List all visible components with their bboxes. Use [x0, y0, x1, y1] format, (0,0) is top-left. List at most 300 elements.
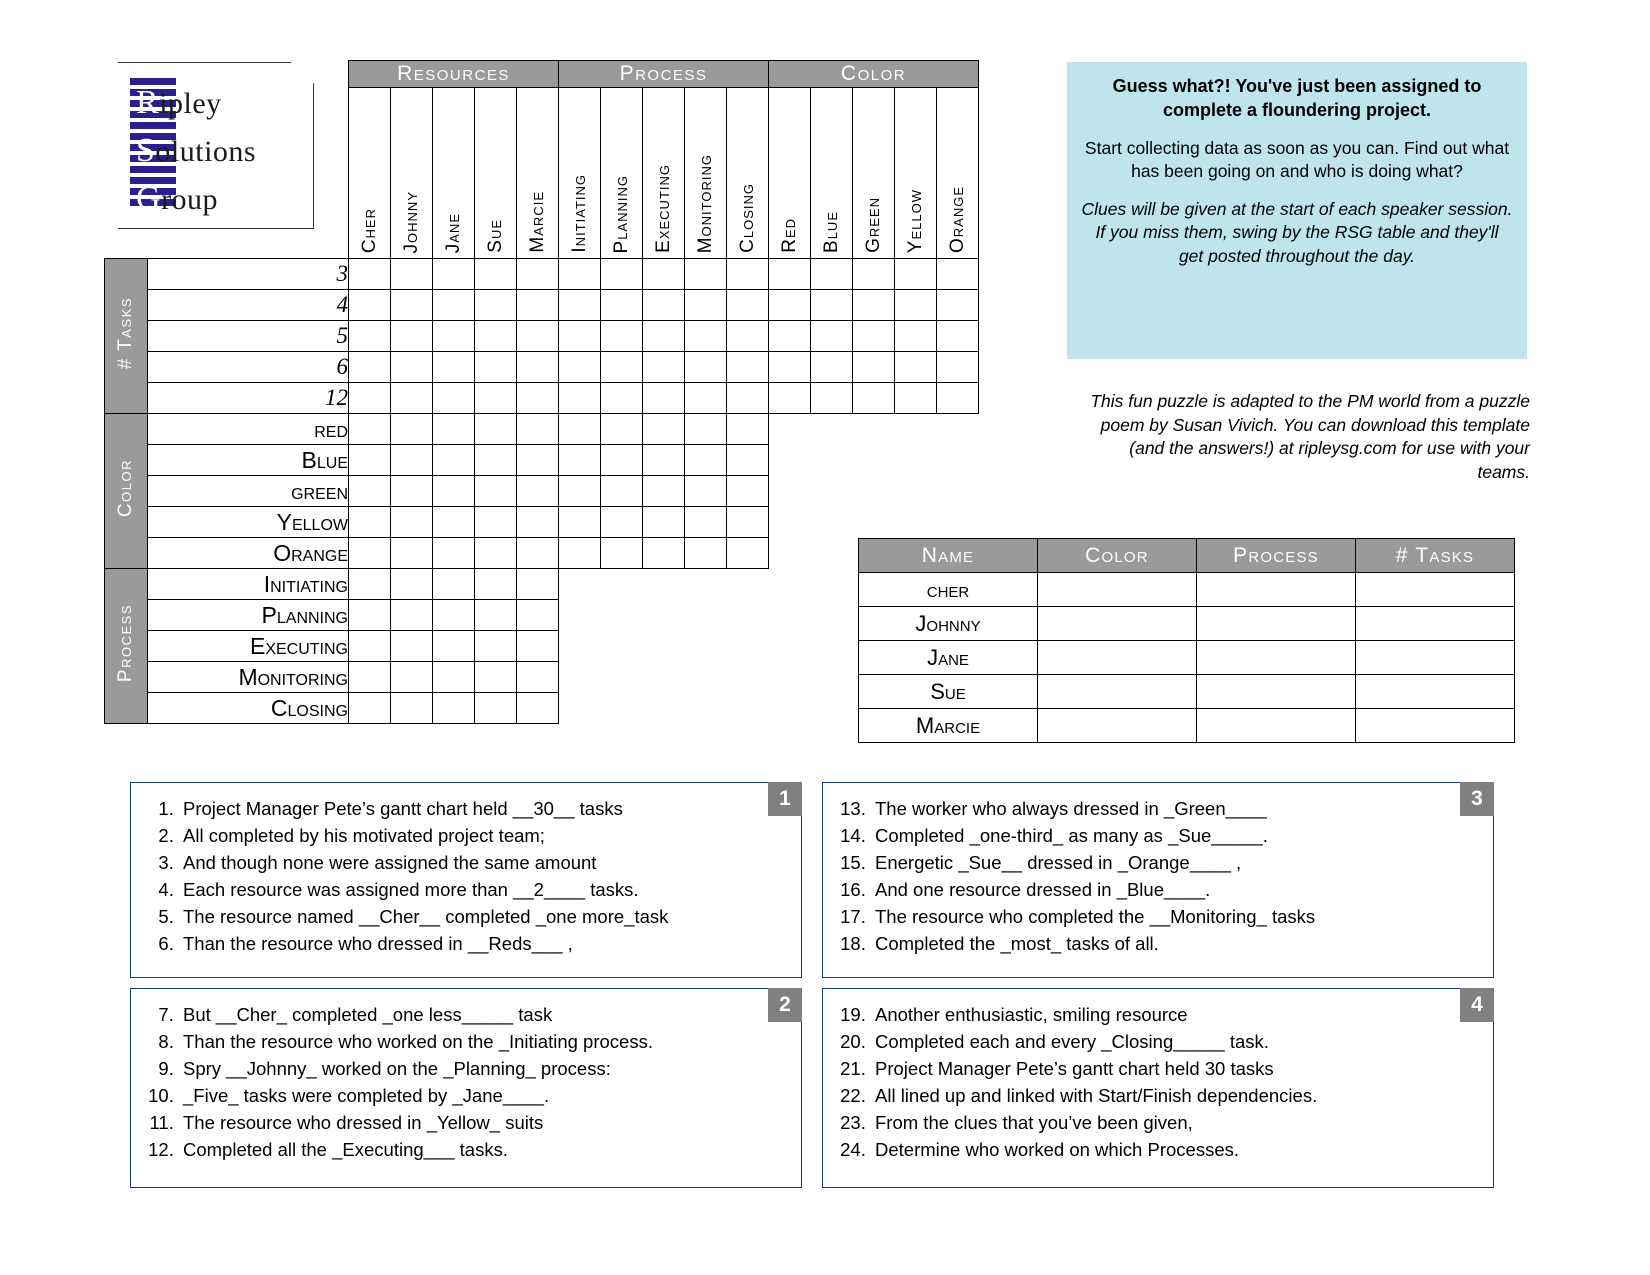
grid-cell[interactable] [811, 321, 853, 352]
grid-col-planning [601, 88, 643, 259]
grid-cell[interactable] [433, 507, 475, 538]
clue-box-1-badge: 1 [768, 782, 802, 816]
list-item: 22. All lined up and linked with Start/Finish dependencies. [871, 1082, 1479, 1109]
answer-blank-color[interactable] [1038, 641, 1197, 675]
grid-cell[interactable] [475, 631, 517, 662]
clue-box-1 [130, 782, 802, 978]
grid-cell[interactable] [643, 383, 685, 414]
grid-row-process-closing [105, 693, 979, 724]
grid-cell[interactable] [517, 445, 559, 476]
list-item: 4. Each resource was assigned more than __2____ tasks. [179, 876, 787, 903]
grid-cell[interactable] [349, 662, 391, 693]
clue-box-4 [822, 988, 1494, 1188]
grid-cell[interactable] [559, 352, 601, 383]
grid-cell[interactable] [937, 259, 979, 290]
clue-box-2 [130, 988, 802, 1188]
grid-row-tasks-4 [105, 290, 979, 321]
grid-group-process: Process [559, 61, 769, 88]
grid-cell[interactable] [433, 569, 475, 600]
answer-blank-color[interactable] [1038, 573, 1197, 607]
grid-cell[interactable] [391, 383, 433, 414]
grid-cell[interactable] [769, 352, 811, 383]
grid-corner-spacer-label-2 [148, 88, 349, 259]
grid-col-monitoring-label: Monitoring [694, 153, 716, 253]
grid-row-color-red [105, 414, 979, 445]
grid-cell[interactable] [517, 476, 559, 507]
grid-cell[interactable] [517, 383, 559, 414]
grid-cell[interactable] [727, 321, 769, 352]
grid-cell[interactable] [349, 631, 391, 662]
grid-cell[interactable] [475, 445, 517, 476]
answer-blank-tasks[interactable] [1356, 641, 1515, 675]
answer-col-tasks: # Tasks [1356, 539, 1515, 573]
grid-rowlabel-tasks-6: 6 [148, 352, 349, 383]
grid-cell[interactable] [391, 693, 433, 724]
grid-cell[interactable] [769, 383, 811, 414]
grid-side-group-tasks [105, 259, 148, 414]
list-item: 9. Spry __Johnny_ worked on the _Planning_ process: [179, 1055, 787, 1082]
answer-col-name: Name [859, 539, 1038, 573]
grid-col-initiating [559, 88, 601, 259]
grid-cell[interactable] [769, 290, 811, 321]
grid-cell[interactable] [391, 631, 433, 662]
answer-col-color: Color [1038, 539, 1197, 573]
table-row [859, 709, 1515, 743]
grid-cell[interactable] [349, 569, 391, 600]
table-row [859, 607, 1515, 641]
grid-cell[interactable] [433, 352, 475, 383]
list-item: 6. Than the resource who dressed in __Reds___ , [179, 930, 787, 957]
grid-cell[interactable] [433, 538, 475, 569]
grid-column-header-row [105, 88, 979, 259]
grid-empty-region [769, 507, 979, 538]
grid-cell[interactable] [349, 414, 391, 445]
grid-row-process-initiating [105, 569, 979, 600]
grid-cell[interactable] [349, 290, 391, 321]
grid-col-johnny [391, 88, 433, 259]
grid-cell[interactable] [643, 476, 685, 507]
answer-blank-color[interactable] [1038, 675, 1197, 709]
grid-row-process-monitoring [105, 662, 979, 693]
grid-col-jane-label: Jane [442, 212, 464, 253]
grid-rowlabel-process-planning: Planning [148, 600, 349, 631]
list-item: 11. The resource who dressed in _Yellow_ suits [179, 1109, 787, 1136]
list-item: 8. Than the resource who worked on the _Initiating process. [179, 1028, 787, 1055]
grid-cell[interactable] [643, 507, 685, 538]
grid-cell[interactable] [391, 538, 433, 569]
logic-grid [104, 60, 979, 724]
grid-cell[interactable] [475, 290, 517, 321]
grid-cell[interactable] [601, 321, 643, 352]
clue-box-3-badge: 3 [1460, 782, 1494, 816]
grid-cell[interactable] [643, 290, 685, 321]
grid-cell[interactable] [475, 693, 517, 724]
grid-cell[interactable] [643, 352, 685, 383]
answer-table-header-row [859, 539, 1515, 573]
clue-list-3 [837, 795, 1479, 957]
grid-col-cher [349, 88, 391, 259]
grid-cell[interactable] [853, 290, 895, 321]
grid-cell[interactable] [433, 259, 475, 290]
grid-cell[interactable] [475, 600, 517, 631]
answer-blank-tasks[interactable] [1356, 607, 1515, 641]
grid-cell[interactable] [517, 693, 559, 724]
grid-rowlabel-color-green: green [148, 476, 349, 507]
grid-cell[interactable] [559, 538, 601, 569]
grid-cell[interactable] [811, 383, 853, 414]
grid-cell[interactable] [475, 321, 517, 352]
grid-cell[interactable] [601, 290, 643, 321]
grid-empty-region [769, 476, 979, 507]
grid-rowlabel-process-monitoring: Monitoring [148, 662, 349, 693]
table-row [859, 573, 1515, 607]
grid-cell[interactable] [391, 352, 433, 383]
grid-cell[interactable] [559, 414, 601, 445]
clue-list-4 [837, 1001, 1479, 1163]
grid-cell[interactable] [517, 352, 559, 383]
grid-col-orange-label: Orange [946, 185, 968, 253]
grid-cell[interactable] [937, 321, 979, 352]
grid-col-blue-label: Blue [820, 211, 842, 253]
grid-col-marcie [517, 88, 559, 259]
grid-cell[interactable] [601, 476, 643, 507]
grid-cell[interactable] [349, 445, 391, 476]
grid-row-tasks-6 [105, 352, 979, 383]
grid-rowlabel-process-executing: Executing [148, 631, 349, 662]
grid-rowlabel-tasks-3: 3 [148, 259, 349, 290]
answer-blank-tasks[interactable] [1356, 573, 1515, 607]
grid-cell[interactable] [559, 259, 601, 290]
grid-corner-spacer-group-2 [105, 88, 148, 259]
grid-cell[interactable] [433, 414, 475, 445]
grid-row-tasks-3 [105, 259, 979, 290]
grid-rowlabel-color-yellow: Yellow [148, 507, 349, 538]
grid-cell[interactable] [895, 290, 937, 321]
grid-cell[interactable] [517, 414, 559, 445]
grid-cell[interactable] [433, 383, 475, 414]
grid-cell[interactable] [517, 507, 559, 538]
logo-cap-r: R [136, 84, 160, 121]
list-item: 1. Project Manager Pete’s gantt chart held __30__ tasks [179, 795, 787, 822]
grid-cell[interactable] [559, 321, 601, 352]
list-item: 19. Another enthusiastic, smiling resource [871, 1001, 1479, 1028]
grid-cell[interactable] [433, 631, 475, 662]
grid-cell[interactable] [727, 352, 769, 383]
grid-cell[interactable] [937, 290, 979, 321]
grid-cell[interactable] [475, 476, 517, 507]
grid-col-orange [937, 88, 979, 259]
list-item: 24. Determine who worked on which Processes. [871, 1136, 1479, 1163]
grid-row-process-planning [105, 600, 979, 631]
grid-rowlabel-color-blue: Blue [148, 445, 349, 476]
grid-side-group-process [105, 569, 148, 724]
logo-cap-s: S [136, 132, 156, 169]
list-item: 18. Completed the _most_ tasks of all. [871, 930, 1479, 957]
grid-col-yellow-label: Yellow [904, 188, 926, 253]
grid-cell[interactable] [433, 290, 475, 321]
grid-cell[interactable] [643, 414, 685, 445]
answer-name-johnny: Johnny [859, 607, 1038, 641]
grid-cell[interactable] [811, 352, 853, 383]
grid-cell[interactable] [727, 476, 769, 507]
grid-cell[interactable] [391, 662, 433, 693]
grid-cell[interactable] [643, 445, 685, 476]
table-row [859, 675, 1515, 709]
grid-cell[interactable] [727, 259, 769, 290]
intro-callout-box [1067, 62, 1527, 359]
grid-cell[interactable] [517, 631, 559, 662]
grid-cell[interactable] [685, 414, 727, 445]
grid-rowlabel-tasks-5: 5 [148, 321, 349, 352]
grid-group-header-row [105, 61, 979, 88]
list-item: 3. And though none were assigned the same amount [179, 849, 787, 876]
grid-empty-region [769, 414, 979, 445]
clue-box-3 [822, 782, 1494, 978]
list-item: 15. Energetic _Sue__ dressed in _Orange____ , [871, 849, 1479, 876]
grid-row-color-green [105, 476, 979, 507]
grid-cell[interactable] [349, 259, 391, 290]
grid-col-executing [643, 88, 685, 259]
grid-col-yellow [895, 88, 937, 259]
grid-cell[interactable] [811, 259, 853, 290]
answer-blank-process[interactable] [1197, 709, 1356, 743]
grid-row-tasks-12 [105, 383, 979, 414]
grid-cell[interactable] [433, 600, 475, 631]
grid-cell[interactable] [349, 352, 391, 383]
list-item: 23. From the clues that you’ve been given, [871, 1109, 1479, 1136]
grid-col-sue-label: Sue [484, 219, 506, 253]
grid-corner-spacer-label [148, 61, 349, 88]
grid-side-group-color-label: Color [115, 459, 136, 518]
grid-col-sue [475, 88, 517, 259]
answer-summary-table [858, 538, 1515, 743]
answer-blank-color[interactable] [1038, 709, 1197, 743]
grid-cell[interactable] [475, 383, 517, 414]
grid-cell[interactable] [433, 445, 475, 476]
answer-col-process: Process [1197, 539, 1356, 573]
grid-col-monitoring [685, 88, 727, 259]
grid-cell[interactable] [391, 259, 433, 290]
grid-side-group-color [105, 414, 148, 569]
grid-cell[interactable] [475, 414, 517, 445]
grid-cell[interactable] [433, 662, 475, 693]
grid-cell[interactable] [559, 476, 601, 507]
grid-cell[interactable] [727, 507, 769, 538]
answer-blank-tasks[interactable] [1356, 709, 1515, 743]
answer-blank-process[interactable] [1197, 573, 1356, 607]
grid-cell[interactable] [475, 259, 517, 290]
grid-cell[interactable] [433, 321, 475, 352]
grid-cell[interactable] [559, 383, 601, 414]
grid-cell[interactable] [601, 352, 643, 383]
grid-rowlabel-tasks-4: 4 [148, 290, 349, 321]
grid-col-closing [727, 88, 769, 259]
grid-cell[interactable] [601, 259, 643, 290]
grid-col-green [853, 88, 895, 259]
grid-rowlabel-process-closing: Closing [148, 693, 349, 724]
intro-clues-note: Clues will be given at the start of each speaker session. If you miss them, swing by the RSG table and they'll get posted throughout the day. [1081, 198, 1513, 267]
grid-cell[interactable] [391, 290, 433, 321]
grid-cell[interactable] [559, 507, 601, 538]
list-item: 20. Completed each and every _Closing_____ task. [871, 1028, 1479, 1055]
grid-cell[interactable] [685, 445, 727, 476]
grid-cell[interactable] [643, 259, 685, 290]
grid-cell[interactable] [685, 352, 727, 383]
grid-cell[interactable] [349, 693, 391, 724]
clue-list-1 [145, 795, 787, 957]
grid-corner-spacer-group [105, 61, 148, 88]
answer-blank-process[interactable] [1197, 641, 1356, 675]
grid-cell[interactable] [475, 352, 517, 383]
grid-cell[interactable] [727, 383, 769, 414]
grid-cell[interactable] [517, 538, 559, 569]
grid-cell[interactable] [643, 538, 685, 569]
grid-cell[interactable] [349, 476, 391, 507]
grid-cell[interactable] [559, 445, 601, 476]
grid-row-color-blue [105, 445, 979, 476]
grid-rowlabel-color-orange: Orange [148, 538, 349, 569]
grid-cell[interactable] [391, 445, 433, 476]
grid-cell[interactable] [937, 352, 979, 383]
grid-cell[interactable] [727, 414, 769, 445]
answer-blank-tasks[interactable] [1356, 675, 1515, 709]
grid-cell[interactable] [349, 383, 391, 414]
list-item: 5. The resource named __Cher__ completed _one more_task [179, 903, 787, 930]
grid-cell[interactable] [517, 662, 559, 693]
grid-cell[interactable] [517, 259, 559, 290]
grid-col-closing-label: Closing [736, 183, 758, 253]
intro-body: Start collecting data as soon as you can. Find out what has been going on and who is doing what? [1084, 137, 1510, 182]
grid-cell[interactable] [685, 383, 727, 414]
grid-cell[interactable] [433, 693, 475, 724]
grid-cell[interactable] [349, 600, 391, 631]
clue-list-2 [145, 1001, 787, 1163]
intro-heading: Guess what?! You've just been assigned to complete a floundering project. [1112, 76, 1482, 121]
grid-rowlabel-tasks-12: 12 [148, 383, 349, 414]
grid-cell[interactable] [475, 507, 517, 538]
grid-cell[interactable] [685, 507, 727, 538]
grid-cell[interactable] [349, 507, 391, 538]
grid-row-color-yellow [105, 507, 979, 538]
grid-cell[interactable] [853, 259, 895, 290]
grid-col-blue [811, 88, 853, 259]
grid-cell[interactable] [601, 414, 643, 445]
grid-col-planning-label: Planning [610, 174, 632, 253]
credit-text: This fun puzzle is adapted to the PM world from a puzzle poem by Susan Vivich. You can download this template (and the answers!) at ripleysg.com for use with your teams. [1090, 391, 1530, 482]
grid-cell[interactable] [517, 290, 559, 321]
list-item: 14. Completed _one-third_ as many as _Sue_____. [871, 822, 1479, 849]
grid-cell[interactable] [433, 476, 475, 507]
logo-text-solutions: olutions [155, 135, 257, 168]
list-item: 16. And one resource dressed in _Blue____. [871, 876, 1479, 903]
list-item: 10. _Five_ tasks were completed by _Jane____. [179, 1082, 787, 1109]
grid-cell[interactable] [517, 321, 559, 352]
grid-cell[interactable] [601, 383, 643, 414]
grid-cell[interactable] [685, 321, 727, 352]
grid-col-marcie-label: Marcie [526, 191, 548, 253]
grid-cell[interactable] [391, 321, 433, 352]
grid-cell[interactable] [685, 290, 727, 321]
grid-cell[interactable] [685, 476, 727, 507]
grid-cell[interactable] [349, 538, 391, 569]
list-item: 7. But __Cher_ completed _one less_____ task [179, 1001, 787, 1028]
grid-cell[interactable] [559, 290, 601, 321]
grid-rowlabel-process-initiating: Initiating [148, 569, 349, 600]
grid-side-group-tasks-label: # Tasks [115, 297, 136, 370]
list-item: 21. Project Manager Pete’s gantt chart held 30 tasks [871, 1055, 1479, 1082]
grid-group-color: Color [769, 61, 979, 88]
grid-cell[interactable] [937, 383, 979, 414]
grid-cell[interactable] [391, 600, 433, 631]
grid-cell[interactable] [853, 383, 895, 414]
grid-col-red [769, 88, 811, 259]
grid-empty-region [769, 445, 979, 476]
grid-cell[interactable] [391, 569, 433, 600]
logic-grid-table [104, 60, 979, 724]
grid-row-color-orange [105, 538, 979, 569]
grid-col-red-label: Red [778, 218, 800, 253]
grid-side-group-process-label: Process [115, 604, 136, 683]
grid-cell[interactable] [895, 352, 937, 383]
grid-col-executing-label: Executing [652, 164, 674, 253]
answer-blank-color[interactable] [1038, 607, 1197, 641]
grid-cell[interactable] [727, 538, 769, 569]
list-item: 12. Completed all the _Executing___ tasks. [179, 1136, 787, 1163]
grid-cell[interactable] [685, 259, 727, 290]
grid-group-resources: Resources [349, 61, 559, 88]
grid-col-cher-label: Cher [358, 207, 380, 253]
grid-cell[interactable] [475, 538, 517, 569]
grid-cell[interactable] [475, 569, 517, 600]
grid-cell[interactable] [391, 476, 433, 507]
grid-cell[interactable] [391, 414, 433, 445]
grid-cell[interactable] [601, 538, 643, 569]
grid-cell[interactable] [517, 600, 559, 631]
grid-cell[interactable] [853, 352, 895, 383]
grid-cell[interactable] [769, 259, 811, 290]
grid-row-process-executing [105, 631, 979, 662]
grid-col-johnny-label: Johnny [400, 190, 422, 253]
grid-cell[interactable] [517, 569, 559, 600]
answer-name-marcie: Marcie [859, 709, 1038, 743]
grid-cell[interactable] [769, 321, 811, 352]
grid-cell[interactable] [811, 290, 853, 321]
list-item: 13. The worker who always dressed in _Green____ [871, 795, 1479, 822]
clue-box-4-badge: 4 [1460, 988, 1494, 1022]
grid-row-tasks-5 [105, 321, 979, 352]
grid-cell[interactable] [601, 445, 643, 476]
grid-cell[interactable] [727, 290, 769, 321]
list-item: 2. All completed by his motivated project team; [179, 822, 787, 849]
grid-cell[interactable] [391, 507, 433, 538]
grid-col-green-label: Green [862, 197, 884, 253]
grid-cell[interactable] [895, 321, 937, 352]
logo-cap-g: G [136, 180, 162, 217]
grid-cell[interactable] [349, 321, 391, 352]
answer-blank-process[interactable] [1197, 607, 1356, 641]
grid-cell[interactable] [895, 383, 937, 414]
grid-cell[interactable] [685, 538, 727, 569]
grid-cell[interactable] [475, 662, 517, 693]
grid-cell[interactable] [853, 321, 895, 352]
grid-cell[interactable] [895, 259, 937, 290]
grid-cell[interactable] [643, 321, 685, 352]
grid-cell[interactable] [727, 445, 769, 476]
grid-cell[interactable] [601, 507, 643, 538]
answer-name-cher: cher [859, 573, 1038, 607]
answer-blank-process[interactable] [1197, 675, 1356, 709]
table-row [859, 641, 1515, 675]
